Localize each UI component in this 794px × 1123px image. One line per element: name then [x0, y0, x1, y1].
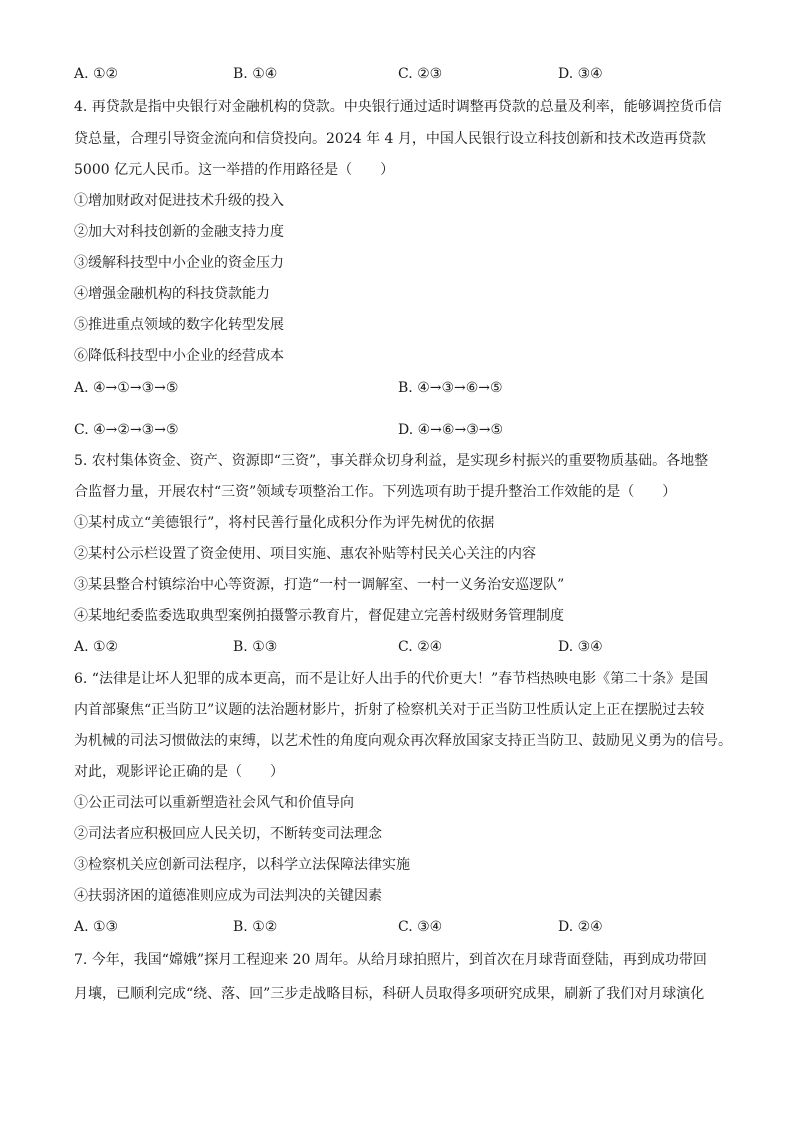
q4-stem-line-1: 4. 再贷款是指中央银行对金融机构的贷款。中央银行通过适时调整再贷款的总量及利率，能够调控货币信	[74, 99, 722, 115]
q6-item-4: ④扶弱济困的道德准则应成为司法判决的关键因素	[74, 888, 382, 904]
q6-option-b: B. ①②	[233, 919, 278, 935]
q6-option-c: C. ③④	[398, 919, 443, 935]
q5-option-d: D. ③④	[558, 639, 603, 655]
q6-stem-line-1: 6. “法律是让坏人犯罪的成本更高，而不是让好人出手的代价更大！”春节档热映电影《第二十条》是国	[74, 671, 709, 687]
q4-stem-line-3: 5000 亿元人民币。这一举措的作用路径是（ ）	[74, 162, 395, 178]
prev-option-a: A. ①②	[74, 66, 119, 82]
q6-stem-line-4: 对此，观影评论正确的是（ ）	[74, 764, 284, 780]
q6-option-d: D. ②④	[558, 919, 603, 935]
q5-option-c: C. ②④	[398, 639, 443, 655]
q4-item-3: ③缓解科技型中小企业的资金压力	[74, 255, 284, 271]
q4-option-b: B. ④→③→⑥→⑤	[398, 380, 503, 396]
q6-option-a: A. ①③	[74, 919, 119, 935]
q4-item-5: ⑤推进重点领域的数字化转型发展	[74, 317, 284, 333]
q5-item-4: ④某地纪委监委选取典型案例拍摄警示教育片，督促建立完善村级财务管理制度	[74, 608, 564, 624]
q6-stem-line-2: 内首部聚焦“正当防卫”议题的法治题材影片，折射了检察机关对于正当防卫性质认定上正在摆脱过去较	[74, 702, 705, 718]
q5-item-1: ①某村成立“美德银行”，将村民善行量化成积分作为评先树优的依据	[74, 515, 495, 531]
q4-item-1: ①增加财政对促进技术升级的投入	[74, 193, 284, 209]
q5-stem-line-2: 合监督力量，开展农村“三资”领域专项整治工作。下列选项有助于提升整治工作效能的是（ ）	[74, 484, 677, 500]
q5-item-3: ③某县整合村镇综治中心等资源，打造“一村一调解室、一村一义务治安巡逻队”	[74, 577, 565, 593]
q4-option-a: A. ④→①→③→⑤	[74, 380, 179, 396]
q4-option-d: D. ④→⑥→③→⑤	[398, 422, 504, 438]
prev-option-d: D. ③④	[558, 66, 603, 82]
q4-item-6: ⑥降低科技型中小企业的经营成本	[74, 348, 284, 364]
q7-stem-line-1: 7. 今年，我国“嫦娥”探月工程迎来 20 周年。从给月球拍照片，到首次在月球背面登陆，再到成功带回	[74, 952, 707, 968]
q6-item-1: ①公正司法可以重新塑造社会风气和价值导向	[74, 795, 354, 811]
q4-item-2: ②加大对科技创新的金融支持力度	[74, 224, 284, 240]
q7-stem-line-2: 月壤，已顺利完成“绕、落、回”三步走战略目标，科研人员取得多项研究成果，刷新了我们对月球演化	[74, 986, 705, 1002]
q5-item-2: ②某村公示栏设置了资金使用、项目实施、惠农补贴等村民关心关注的内容	[74, 546, 536, 562]
q5-option-b: B. ①③	[233, 639, 278, 655]
q4-item-4: ④增强金融机构的科技贷款能力	[74, 286, 270, 302]
q4-option-c: C. ④→②→③→⑤	[74, 422, 179, 438]
prev-option-b: B. ①④	[233, 66, 278, 82]
q6-item-3: ③检察机关应创新司法程序，以科学立法保障法律实施	[74, 857, 410, 873]
q5-option-a: A. ①②	[74, 639, 119, 655]
q4-stem-line-2: 贷总量，合理引导资金流向和信贷投向。2024 年 4 月，中国人民银行设立科技创新和技术改造再贷款	[74, 131, 706, 147]
prev-option-c: C. ②③	[398, 66, 443, 82]
q6-stem-line-3: 为机械的司法习惯做法的束缚，以艺术性的角度向观众再次释放国家支持正当防卫、鼓励见义勇为的信号。	[74, 733, 732, 749]
q5-stem-line-1: 5. 农村集体资金、资产、资源即“三资”，事关群众切身利益，是实现乡村振兴的重要物质基础。各地整	[74, 453, 709, 469]
q6-item-2: ②司法者应积极回应人民关切，不断转变司法理念	[74, 826, 382, 842]
